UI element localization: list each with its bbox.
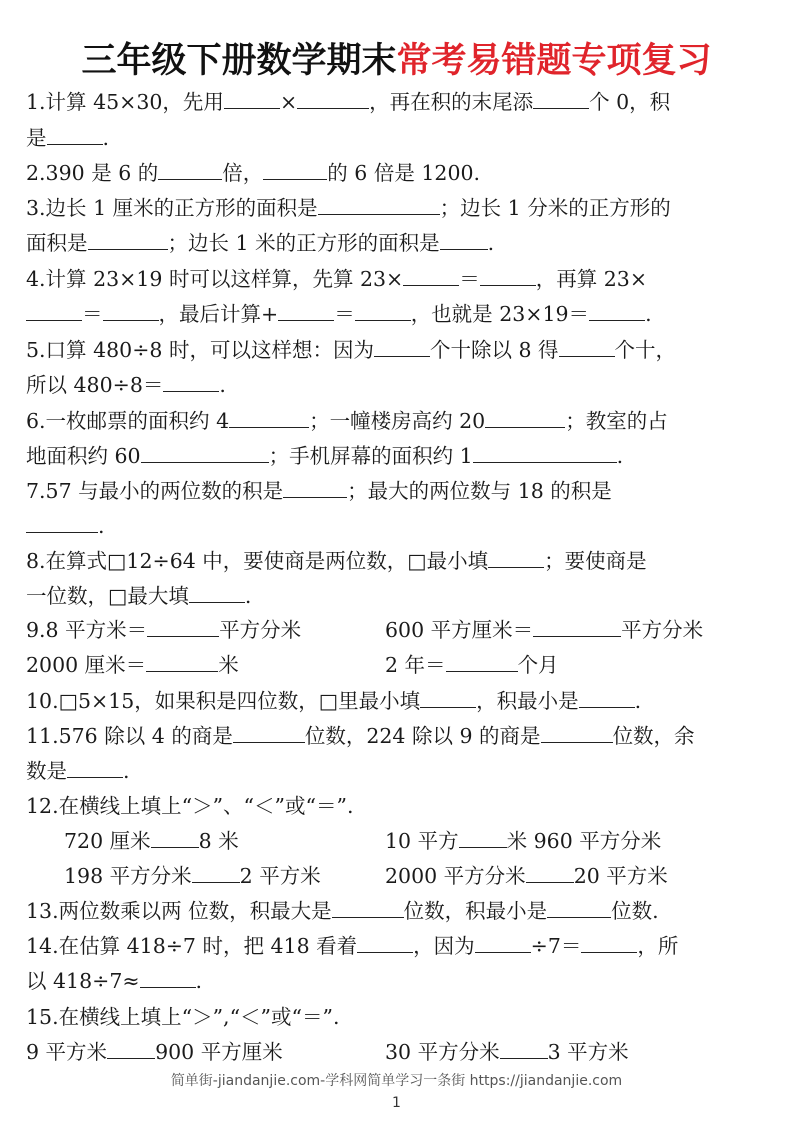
question-9-line-1-right bbox=[385, 615, 703, 645]
answer-blank[interactable] bbox=[189, 582, 245, 603]
answer-blank[interactable] bbox=[297, 88, 369, 109]
text: 3 平方米 bbox=[547, 1040, 629, 1064]
answer-blank[interactable] bbox=[446, 651, 518, 672]
answer-blank[interactable] bbox=[158, 159, 222, 180]
text: 198 平方分米 bbox=[64, 864, 192, 888]
text: 位数. bbox=[611, 899, 659, 923]
question-7-line-2 bbox=[26, 511, 105, 541]
answer-blank[interactable] bbox=[229, 407, 309, 428]
answer-blank[interactable] bbox=[318, 194, 440, 215]
text: 8.在算式□12÷64 中，要使商是两位数，□最小填 bbox=[26, 549, 489, 573]
answer-blank[interactable] bbox=[26, 512, 98, 533]
answer-blank[interactable] bbox=[374, 336, 430, 357]
text: 位数，积最小是 bbox=[403, 899, 548, 923]
text: 平方分米 bbox=[219, 618, 302, 642]
answer-blank[interactable] bbox=[533, 616, 621, 637]
answer-blank[interactable] bbox=[440, 229, 488, 250]
text: . bbox=[645, 302, 652, 326]
question-13 bbox=[26, 896, 659, 926]
text: 以 418÷7≈ bbox=[26, 969, 140, 993]
answer-blank[interactable] bbox=[473, 442, 617, 463]
text: 米 960 平方分米 bbox=[506, 829, 662, 853]
question-9-line-1-left bbox=[26, 615, 301, 645]
text: 数是 bbox=[26, 759, 67, 783]
answer-blank[interactable] bbox=[581, 932, 637, 953]
footer-watermark: 简单街-jiandanjie.com-学科网简单学习一条街 https://jiandanjie.com bbox=[170, 1073, 623, 1089]
text: ＝ bbox=[334, 302, 355, 326]
answer-blank[interactable] bbox=[547, 897, 611, 918]
text: 位数，余 bbox=[612, 724, 695, 748]
answer-blank[interactable] bbox=[488, 547, 544, 568]
answer-blank[interactable] bbox=[526, 862, 574, 883]
text: . bbox=[487, 231, 495, 255]
question-12 bbox=[26, 791, 354, 821]
question-15-line-1-left bbox=[26, 1037, 283, 1067]
answer-blank[interactable] bbox=[263, 159, 327, 180]
text: 13.两位数乘以两 位数，积最大是 bbox=[26, 899, 332, 923]
answer-blank[interactable] bbox=[403, 265, 459, 286]
text: 2 年＝ bbox=[385, 653, 446, 677]
answer-blank[interactable] bbox=[332, 897, 404, 918]
text: 11.576 除以 4 的商是 bbox=[26, 724, 233, 748]
text: ，最后计算+ bbox=[158, 302, 279, 326]
answer-blank[interactable] bbox=[107, 1038, 155, 1059]
text: 4.计算 23×19 时可以这样算，先算 23× bbox=[26, 267, 404, 291]
text: × bbox=[279, 90, 298, 114]
answer-blank[interactable] bbox=[233, 722, 305, 743]
text: 倍， bbox=[222, 161, 264, 185]
text: 20 平方米 bbox=[573, 864, 668, 888]
text: . bbox=[634, 689, 642, 713]
question-1-line-2 bbox=[26, 123, 109, 153]
answer-blank[interactable] bbox=[475, 932, 531, 953]
answer-blank[interactable] bbox=[533, 88, 589, 109]
text: 一位数，□最大填 bbox=[26, 584, 189, 608]
question-3-line-1 bbox=[26, 193, 671, 223]
text: 8 米 bbox=[198, 829, 239, 853]
text: ＝ bbox=[82, 302, 103, 326]
answer-blank[interactable] bbox=[67, 757, 123, 778]
page-number: 1 bbox=[392, 1095, 401, 1111]
text: . bbox=[102, 126, 110, 150]
question-1-line-1 bbox=[26, 87, 670, 117]
text: ，因为 bbox=[413, 934, 475, 958]
text: . bbox=[219, 373, 226, 397]
answer-blank[interactable] bbox=[480, 265, 536, 286]
text: 14.在估算 418÷7 时，把 418 看着 bbox=[26, 934, 358, 958]
text: ；要使商是 bbox=[544, 549, 647, 573]
text: . bbox=[195, 969, 203, 993]
text: 所以 480÷8＝ bbox=[26, 373, 164, 397]
text: 15.在横线上填上“＞”,“＜”或“＝”. bbox=[26, 1005, 340, 1029]
answer-blank[interactable] bbox=[579, 687, 635, 708]
answer-blank[interactable] bbox=[88, 229, 168, 250]
question-12-line-2-right bbox=[385, 861, 668, 891]
text: 地面积约 60 bbox=[26, 444, 141, 468]
question-12-line-1-left bbox=[64, 826, 239, 856]
answer-blank[interactable] bbox=[278, 300, 334, 321]
answer-blank[interactable] bbox=[47, 124, 103, 145]
question-2 bbox=[26, 158, 480, 188]
text: 9.8 平方米＝ bbox=[26, 618, 148, 642]
answer-blank[interactable] bbox=[192, 862, 240, 883]
question-8-line-2 bbox=[26, 581, 251, 611]
text: ÷7＝ bbox=[530, 934, 582, 958]
text: ，也就是 23×19＝ bbox=[410, 302, 590, 326]
text: 30 平方分米 bbox=[385, 1040, 500, 1064]
text: 是 bbox=[26, 126, 47, 150]
question-10 bbox=[26, 686, 641, 716]
text: 的 6 倍是 1200. bbox=[327, 161, 481, 185]
text: . bbox=[616, 444, 624, 468]
answer-blank[interactable] bbox=[283, 477, 347, 498]
question-12-line-1-right bbox=[385, 826, 661, 856]
text: 个月 bbox=[517, 653, 559, 677]
answer-blank[interactable] bbox=[140, 967, 196, 988]
answer-blank[interactable] bbox=[141, 442, 269, 463]
question-4-line-1 bbox=[26, 264, 647, 294]
text: 10 平方 bbox=[385, 829, 459, 853]
question-15-line-1-right bbox=[385, 1037, 629, 1067]
text: 10.□5×15，如果积是四位数，□里最小填 bbox=[26, 689, 421, 713]
answer-blank[interactable] bbox=[420, 687, 476, 708]
answer-blank[interactable] bbox=[541, 722, 613, 743]
text: . bbox=[244, 584, 252, 608]
text: ；手机屏幕的面积约 1 bbox=[268, 444, 473, 468]
text: 个 0，积 bbox=[589, 90, 671, 114]
text: ，所 bbox=[637, 934, 679, 958]
answer-blank[interactable] bbox=[224, 88, 280, 109]
answer-blank[interactable] bbox=[163, 371, 219, 392]
answer-blank[interactable] bbox=[26, 300, 82, 321]
text: 2000 厘米＝ bbox=[26, 653, 147, 677]
question-14-line-2 bbox=[26, 966, 202, 996]
question-12-line-2-left bbox=[64, 861, 321, 891]
text: 平方分米 bbox=[621, 618, 704, 642]
question-15 bbox=[26, 1002, 340, 1032]
text: ；一幢楼房高约 20 bbox=[309, 409, 486, 433]
text: ；最大的两位数与 18 的积是 bbox=[347, 479, 612, 503]
text: 个十除以 8 得 bbox=[429, 338, 559, 362]
question-5-line-2 bbox=[26, 370, 226, 400]
question-9-line-2-left bbox=[26, 650, 239, 680]
text: 7.57 与最小的两位数的积是 bbox=[26, 479, 284, 503]
text: 12.在横线上填上“＞”、“＜”或“＝”. bbox=[26, 794, 354, 818]
answer-blank[interactable] bbox=[146, 651, 218, 672]
page-title bbox=[0, 38, 793, 84]
text: 720 厘米 bbox=[64, 829, 151, 853]
text: 2 平方米 bbox=[239, 864, 321, 888]
text: 位数，224 除以 9 的商是 bbox=[304, 724, 541, 748]
question-3-line-2 bbox=[26, 228, 494, 258]
answer-blank[interactable] bbox=[355, 300, 411, 321]
answer-blank[interactable] bbox=[485, 407, 565, 428]
text: 1.计算 45×30，先用 bbox=[26, 90, 224, 114]
text: 600 平方厘米＝ bbox=[385, 618, 534, 642]
answer-blank[interactable] bbox=[151, 827, 199, 848]
text: 6.一枚邮票的面积约 4 bbox=[26, 409, 230, 433]
text: 米 bbox=[218, 653, 239, 677]
text: ，再在积的末尾添 bbox=[369, 90, 534, 114]
text: ；边长 1 分米的正方形的 bbox=[439, 196, 671, 220]
title-red: 常考易错题专项复习 bbox=[396, 41, 712, 81]
question-14-line-1 bbox=[26, 931, 678, 961]
answer-blank[interactable] bbox=[357, 932, 413, 953]
text: ；边长 1 米的正方形的面积是 bbox=[167, 231, 440, 255]
text: . bbox=[98, 514, 105, 538]
question-11-line-1 bbox=[26, 721, 695, 751]
text: 900 平方厘米 bbox=[155, 1040, 283, 1064]
question-6-line-2 bbox=[26, 441, 623, 471]
answer-blank[interactable] bbox=[500, 1038, 548, 1059]
text: ，再算 23× bbox=[535, 267, 647, 291]
text: 面积是 bbox=[26, 231, 88, 255]
title-black: 三年级下册数学期末 bbox=[81, 41, 397, 81]
question-5-line-1 bbox=[26, 335, 676, 365]
question-7-line-1 bbox=[26, 476, 612, 506]
question-4-line-2 bbox=[26, 299, 652, 329]
text: 个十， bbox=[614, 338, 677, 362]
question-11-line-2 bbox=[26, 756, 130, 786]
answer-blank[interactable] bbox=[103, 300, 159, 321]
question-6-line-1 bbox=[26, 406, 668, 436]
answer-blank[interactable] bbox=[589, 300, 645, 321]
answer-blank[interactable] bbox=[147, 616, 219, 637]
text: ；教室的占 bbox=[565, 409, 668, 433]
text: 2.390 是 6 的 bbox=[26, 161, 159, 185]
text: ＝ bbox=[459, 267, 480, 291]
question-9-line-2-right bbox=[385, 650, 559, 680]
answer-blank[interactable] bbox=[559, 336, 615, 357]
text: 3.边长 1 厘米的正方形的面积是 bbox=[26, 196, 318, 220]
text: ，积最小是 bbox=[476, 689, 579, 713]
text: 9 平方米 bbox=[26, 1040, 108, 1064]
answer-blank[interactable] bbox=[459, 827, 507, 848]
text: 5.口算 480÷8 时，可以这样想：因为 bbox=[26, 338, 374, 362]
text: 2000 平方分米 bbox=[385, 864, 526, 888]
text: . bbox=[123, 759, 130, 783]
question-8-line-1 bbox=[26, 546, 647, 576]
